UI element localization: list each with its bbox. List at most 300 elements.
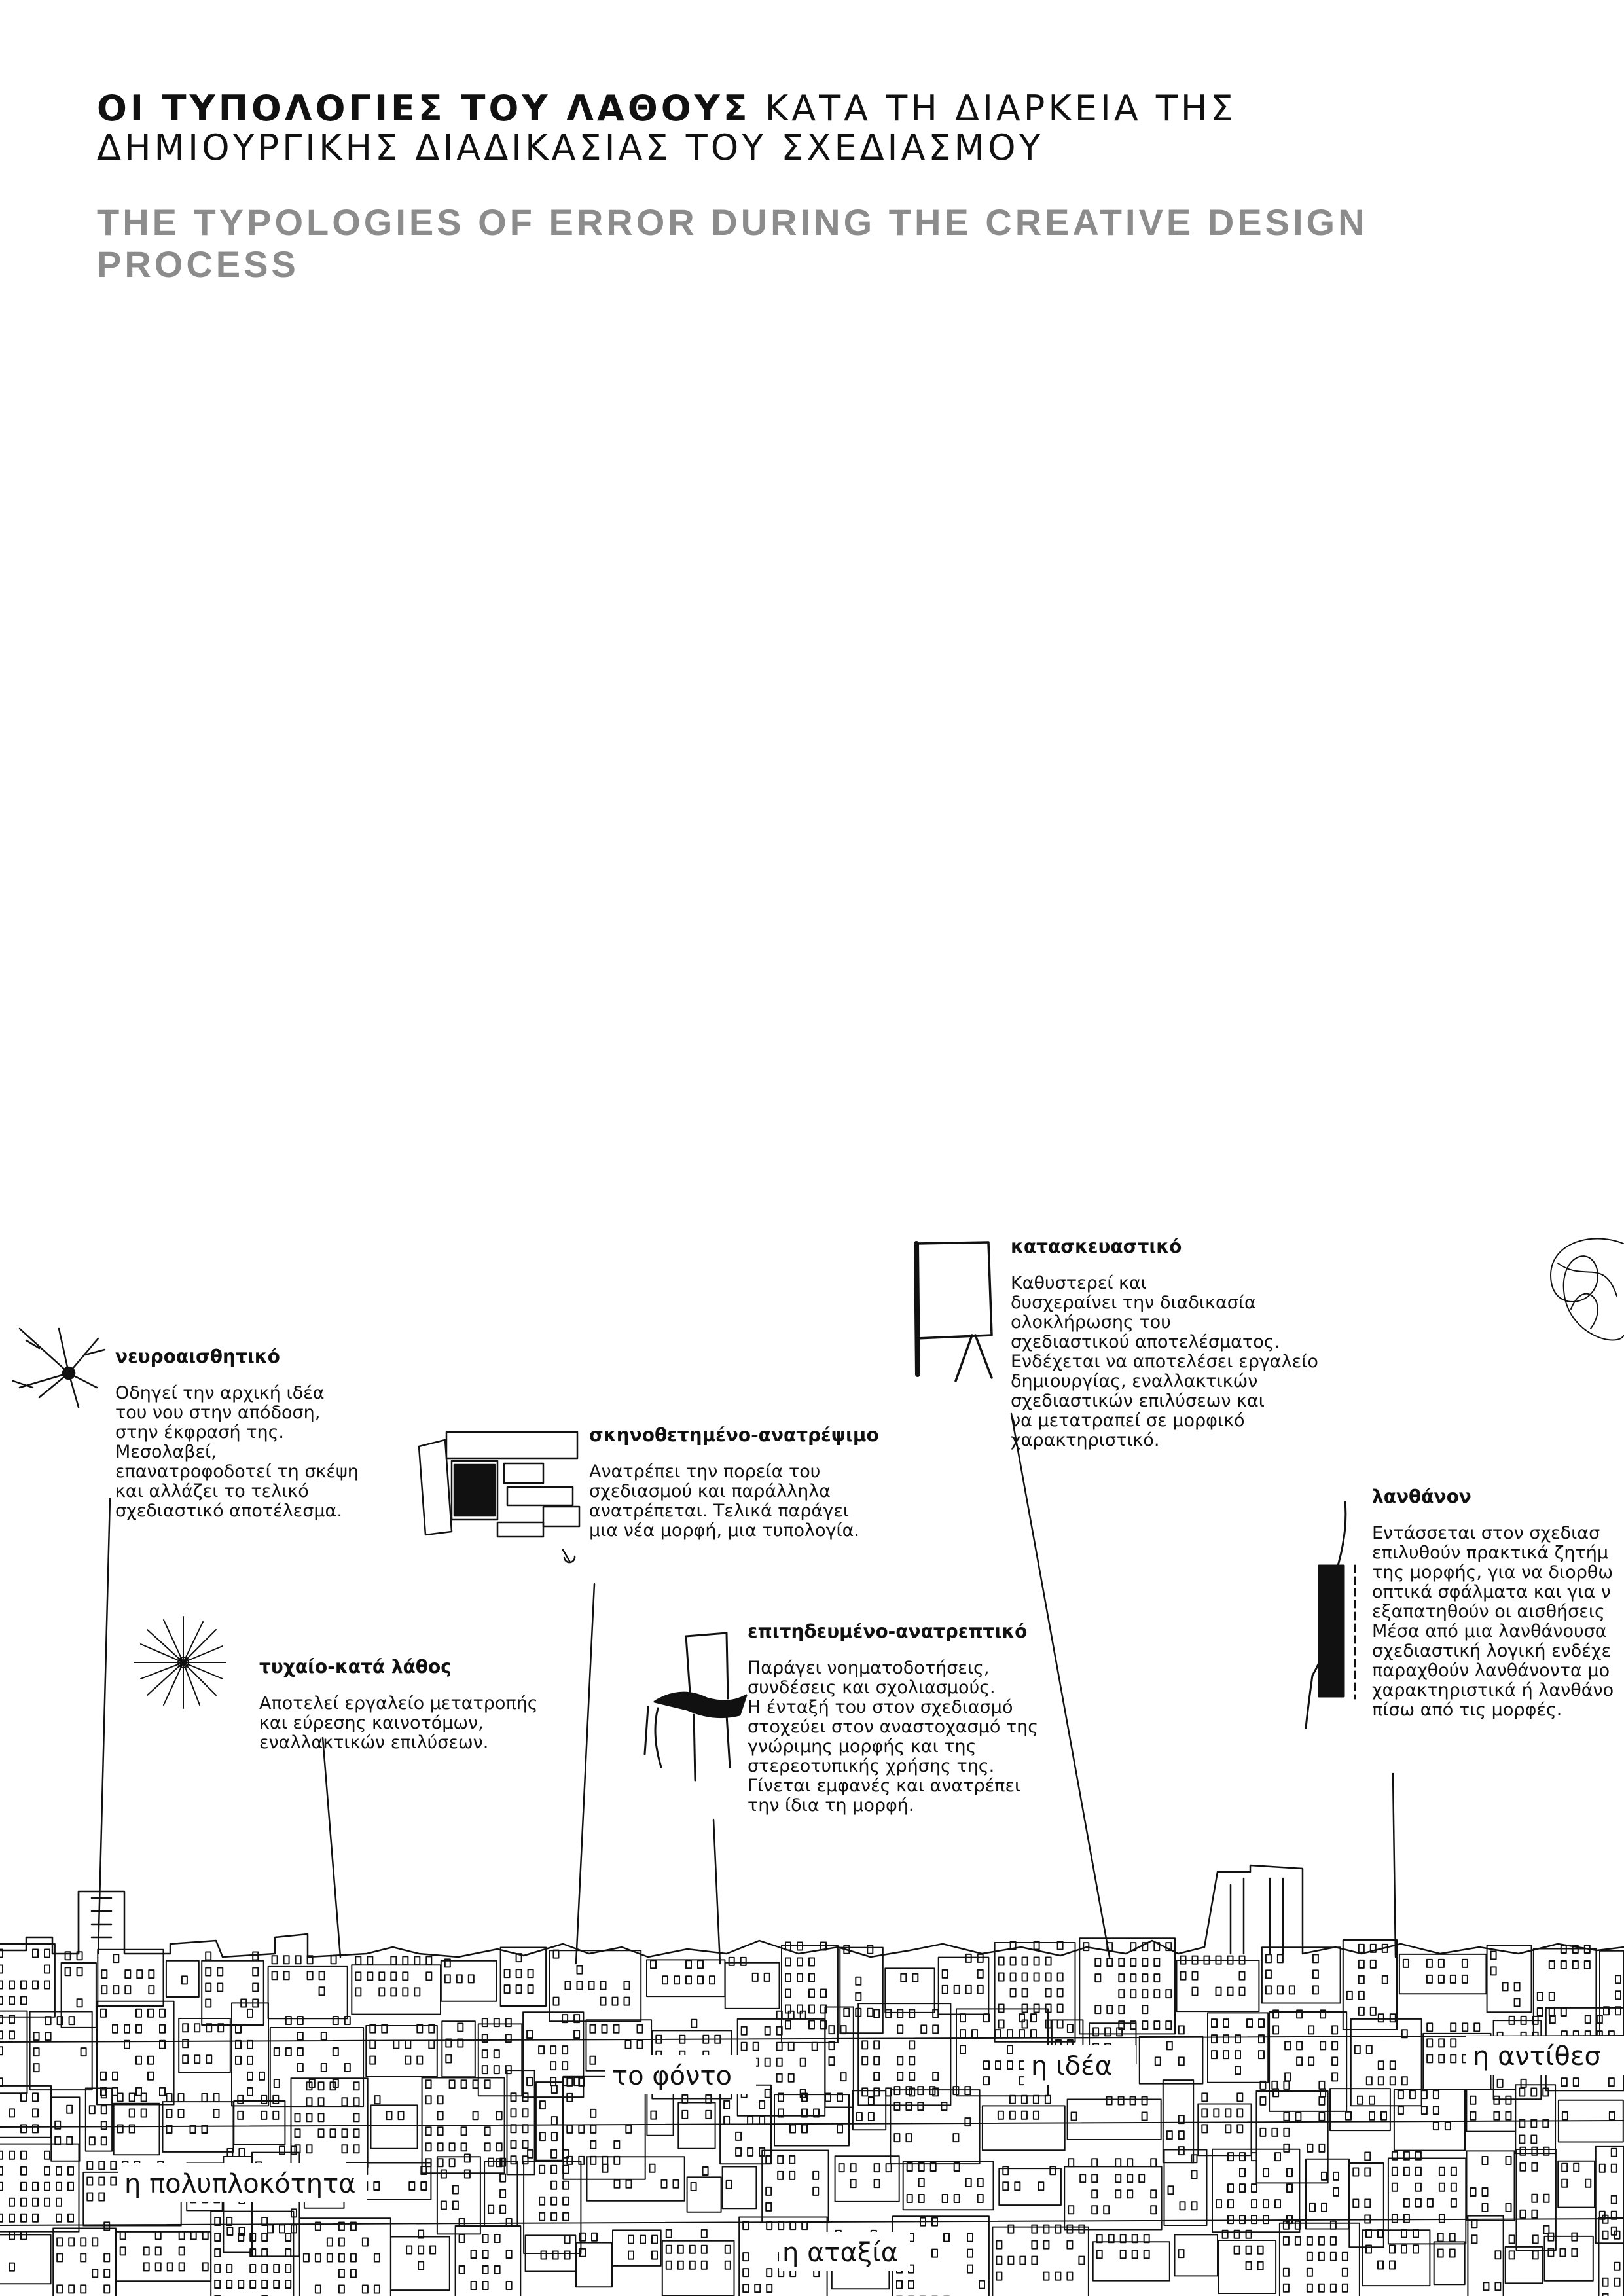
city-window (1273, 2089, 1278, 2096)
city-window (1438, 2250, 1443, 2257)
annotation-latent-heading: λανθάνον (1372, 1486, 1471, 1507)
city-window (851, 2179, 856, 2187)
city-window (206, 2055, 211, 2063)
city-window (298, 2032, 303, 2040)
city-window (1019, 2061, 1024, 2069)
city-window (156, 2247, 161, 2255)
city-label-complexity: η πολυπλοκότητα (124, 2169, 356, 2199)
city-window (1382, 1976, 1388, 1984)
city-window (441, 2170, 446, 2178)
city-window (1192, 2155, 1197, 2162)
city-window (678, 2261, 683, 2269)
city-window (236, 2056, 241, 2064)
city-window (765, 2027, 770, 2035)
city-window (1410, 2090, 1415, 2098)
city-window (1247, 2019, 1252, 2027)
city-window (130, 2094, 135, 2102)
city-label-disorder: η αταξία (782, 2238, 899, 2268)
city-window (1427, 2039, 1432, 2047)
city-window (753, 2043, 759, 2051)
city-window (506, 2034, 511, 2042)
city-building (1219, 2240, 1276, 2293)
city-window (1574, 2164, 1579, 2172)
city-window (483, 2266, 488, 2274)
city-window (743, 2253, 748, 2261)
city-window (9, 1997, 14, 2005)
city-window (1142, 2005, 1147, 2013)
city-window (1258, 2262, 1263, 2270)
city-window (554, 1950, 559, 1958)
city-building (1596, 2147, 1624, 2243)
city-window (678, 2246, 683, 2253)
city-window (331, 2129, 336, 2137)
city-window (999, 1973, 1004, 1981)
city-window (111, 2162, 116, 2170)
city-window (191, 2231, 196, 2239)
city-window (1115, 2174, 1121, 2182)
city-window (1058, 1989, 1063, 1997)
city-window (505, 1985, 510, 1993)
city-window (1022, 1958, 1028, 1965)
city-window (1259, 2019, 1264, 2027)
city-window (1142, 2021, 1147, 2029)
city-window (550, 2046, 556, 2054)
city-window (1451, 2199, 1456, 2207)
city-window (1462, 1975, 1468, 1983)
city-window (901, 1974, 906, 1982)
city-window (418, 2246, 424, 2254)
city-building (1467, 2151, 1515, 2221)
city-window (1007, 2061, 1013, 2069)
city-window (21, 2232, 26, 2240)
city-window (759, 2101, 765, 2109)
city-label-antithesis: η αντίθεσ (1473, 2041, 1601, 2072)
city-window (1404, 2168, 1409, 2176)
city-window (461, 2080, 467, 2088)
city-window (104, 2253, 109, 2261)
city-window (272, 1956, 278, 1964)
city-window (1521, 2079, 1526, 2087)
city-window (1179, 2131, 1184, 2139)
city-window (391, 1988, 396, 1996)
city-window (354, 2129, 359, 2137)
city-window (483, 2250, 488, 2258)
city-window (0, 1997, 3, 2005)
city-window (1343, 2253, 1348, 2261)
city-window (539, 2197, 545, 2205)
city-window (500, 2206, 505, 2214)
city-window (1392, 2215, 1398, 2223)
city-window (698, 1960, 703, 1968)
city-window (284, 1971, 289, 1979)
city-window (1278, 1986, 1283, 1994)
city-window (141, 2109, 147, 2117)
city-window (1284, 2113, 1289, 2121)
city-window (393, 2041, 399, 2049)
city-window (638, 2025, 643, 2033)
city-window (438, 2111, 443, 2119)
city-window (1359, 1945, 1364, 1952)
city-window (1273, 2026, 1278, 2034)
city-window (339, 2238, 344, 2246)
city-window (841, 2073, 846, 2081)
city-window (113, 2025, 118, 2033)
city-window (469, 1975, 474, 1982)
city-window (101, 2137, 107, 2145)
city-window (1011, 1958, 1016, 1965)
city-window (1237, 2125, 1242, 2132)
city-window (809, 2021, 814, 2029)
city-window (1067, 2241, 1072, 2249)
city-window (295, 2129, 300, 2137)
city-window (789, 2172, 795, 2179)
city-window (614, 2025, 619, 2033)
city-window (1319, 2081, 1324, 2089)
city-window (92, 2269, 98, 2277)
city-window (1259, 2051, 1264, 2058)
city-window (1509, 2235, 1515, 2243)
city-window (1307, 2237, 1312, 2245)
city-window (1532, 2210, 1537, 2218)
city-window (1072, 2113, 1077, 2121)
city-window (809, 1990, 814, 1998)
city-window (1610, 2112, 1615, 2120)
city-window (565, 2251, 570, 2259)
city-window (777, 2043, 782, 2051)
city-window (136, 2025, 141, 2033)
city-window (666, 2261, 672, 2269)
city-window (590, 2157, 596, 2164)
city-window (160, 2088, 165, 2096)
city-window (286, 2017, 291, 2024)
city-window (1019, 2077, 1024, 2085)
city-window (1259, 2035, 1264, 2043)
city-window (1167, 2041, 1172, 2049)
city-window (1495, 2251, 1500, 2259)
city-window (342, 2145, 348, 2153)
city-window (523, 2140, 528, 2148)
city-window (766, 2203, 771, 2211)
city-window (92, 2238, 98, 2246)
city-window (886, 2164, 892, 2172)
city-window (426, 1956, 431, 1964)
city-window (1284, 2221, 1289, 2229)
city-window (1192, 2170, 1197, 2178)
city-window (21, 2093, 26, 2101)
city-window (113, 1986, 118, 1994)
city-window (978, 1986, 983, 1994)
city-window (626, 2041, 631, 2049)
city-window (217, 1984, 223, 1992)
city-window (1043, 2241, 1049, 2249)
city-window (120, 2247, 126, 2255)
city-window (56, 2183, 62, 2191)
city-window (331, 1956, 336, 1964)
city-window (417, 2056, 422, 2064)
city-window (391, 1956, 396, 1964)
city-window (21, 2214, 26, 2222)
city-window (577, 1982, 583, 1990)
city-window (1319, 2113, 1324, 2121)
city-window (1180, 2202, 1185, 2210)
city-window (488, 2206, 494, 2214)
city-window (144, 2263, 149, 2270)
city-window (1284, 2144, 1289, 2152)
city-window (909, 2009, 914, 2017)
city-window (1379, 2061, 1384, 2069)
city-window (355, 1956, 361, 1964)
annotation-constructive-heading: κατασκευαστικό (1011, 1236, 1182, 1257)
city-window (215, 2249, 220, 2257)
city-window (941, 2102, 947, 2110)
city-window (1615, 2263, 1620, 2270)
city-window (742, 2027, 747, 2035)
city-window (90, 2106, 95, 2113)
city-window (34, 2032, 39, 2040)
city-window (238, 2280, 244, 2288)
city-window (1284, 2081, 1289, 2089)
city-window (1603, 2278, 1608, 2286)
city-window (541, 2251, 547, 2259)
city-window (1179, 2147, 1184, 2155)
city-window (674, 2180, 679, 2188)
city-window (875, 2164, 880, 2172)
annotation-intentional-body: Παράγει νοηματοδοτήσεις, συνδέσεις και σχολιασμούς. Η ένταξή του στον σχεδιασμό στοχεύει στον αναστοχασμό της γνώριμης μορφής και της στερεοτυπικής χρήσης της. Γίνεται εμφανές και ανατρέπει την ίδια τη μορφή. (748, 1658, 1039, 1816)
city-window (1450, 2234, 1455, 2242)
city-window (965, 2118, 970, 2126)
city-window (1097, 2250, 1102, 2258)
city-window (1313, 1954, 1318, 1962)
city-window (262, 2249, 267, 2257)
city-window (1331, 2237, 1336, 2245)
city-window (457, 1975, 462, 1982)
city-window (239, 2149, 244, 2157)
city-window (996, 2061, 1001, 2069)
city-window (238, 2096, 243, 2104)
city-window (55, 2121, 60, 2129)
city-building (890, 2090, 979, 2164)
city-building (442, 2021, 475, 2077)
city-window (759, 2117, 765, 2125)
city-window (1483, 2157, 1488, 2164)
city-window (215, 2233, 220, 2241)
city-window (1003, 2166, 1008, 2174)
city-window (944, 2234, 949, 2242)
city-window (268, 2225, 273, 2233)
city-window (540, 2101, 545, 2109)
city-window (1154, 1974, 1159, 1982)
city-window (1246, 2262, 1252, 2270)
city-window (1612, 2196, 1617, 2204)
city-building (1544, 2236, 1593, 2281)
city-window (698, 1976, 703, 1984)
city-window (406, 2246, 412, 2254)
city-window (1308, 2026, 1314, 2034)
city-window (602, 2157, 607, 2164)
city-window (1166, 1990, 1171, 1998)
city-window (1520, 2163, 1525, 2171)
annotation-random-heading: τυχαίο-κατά λάθος (259, 1656, 452, 1677)
city-window (124, 2025, 130, 2033)
city-window (563, 2213, 568, 2221)
city-window (686, 1976, 691, 1984)
city-window (156, 2231, 161, 2239)
city-window (1228, 2184, 1233, 2192)
city-window (391, 1972, 396, 1980)
city-window (9, 2214, 14, 2222)
city-window (1284, 2128, 1289, 2136)
city-window (1155, 2057, 1161, 2065)
city-window (615, 2180, 620, 2188)
city-window (1359, 2007, 1364, 2015)
city-window (45, 1981, 50, 1989)
city-window (874, 2009, 879, 2017)
city-window (485, 2080, 490, 2088)
city-window (839, 2164, 844, 2172)
city-window (960, 2045, 965, 2053)
city-window (250, 2233, 255, 2241)
city-window (1367, 2077, 1372, 2085)
city-window (227, 2149, 232, 2157)
city-window (1428, 2199, 1433, 2207)
city-window (144, 2247, 149, 2255)
city-window (702, 2230, 707, 2238)
city-window (869, 2097, 874, 2105)
city-window (1168, 2186, 1174, 2194)
city-window (755, 2284, 760, 2292)
city-window (1434, 2106, 1439, 2114)
city-window (370, 2041, 375, 2049)
city-window (1379, 2014, 1384, 2022)
city-window (450, 2080, 455, 2088)
city-window (136, 2056, 141, 2064)
city-window (933, 2009, 938, 2017)
city-window (319, 2082, 324, 2090)
city-window (1019, 2030, 1024, 2037)
city-window (403, 1988, 408, 1996)
city-building (114, 2104, 160, 2155)
city-building (1558, 2161, 1595, 2208)
city-building (1177, 1960, 1259, 2011)
city-window (214, 2109, 219, 2117)
city-window (1266, 1954, 1271, 1962)
city-window (69, 2017, 75, 2024)
city-window (33, 2093, 38, 2101)
city-window (1179, 2250, 1184, 2257)
city-window (354, 2113, 359, 2121)
city-window (765, 1973, 770, 1981)
city-window (691, 2183, 696, 2191)
city-window (21, 2125, 26, 2132)
starburst-icon (134, 1617, 226, 1708)
city-label-idea: η ιδέα (1031, 2051, 1113, 2081)
city-window (590, 2025, 596, 2033)
city-window (550, 2062, 556, 2070)
city-window (1240, 2184, 1245, 2192)
city-window (482, 2050, 488, 2058)
city-window (1092, 2206, 1097, 2214)
city-window (217, 1968, 223, 1976)
city-window (1451, 2039, 1456, 2047)
city-window (960, 2030, 965, 2037)
city-window (494, 2066, 499, 2073)
city-window (528, 1969, 533, 1977)
city-window (1130, 1990, 1136, 1998)
city-window (1307, 2284, 1312, 2292)
city-building (678, 2103, 715, 2149)
city-window (206, 2000, 211, 2007)
city-window (1519, 2136, 1525, 2144)
city-window (565, 2236, 570, 2244)
city-window (1413, 2230, 1418, 2238)
city-window (1506, 2096, 1511, 2104)
city-window (710, 1976, 715, 1984)
city-window (741, 1958, 746, 1965)
city-window (1142, 1974, 1147, 1982)
city-building (1175, 2234, 1218, 2276)
city-window (1193, 1972, 1198, 1980)
city-window (1470, 2112, 1475, 2120)
city-window (857, 2113, 862, 2121)
city-window (978, 1954, 983, 1962)
city-window (1378, 2230, 1383, 2238)
city-window (438, 2143, 443, 2151)
city-window (101, 2106, 107, 2113)
city-window (690, 2246, 695, 2253)
city-window (1416, 2183, 1421, 2191)
city-window (403, 1972, 408, 1980)
city-window (179, 2231, 185, 2239)
city-window (1612, 2149, 1617, 2157)
city-window (909, 2281, 914, 2289)
city-window (57, 2253, 62, 2261)
city-window (339, 2270, 344, 2278)
city-window (906, 2102, 911, 2110)
city-window (1615, 1991, 1621, 1999)
city-window (1228, 2200, 1233, 2208)
city-building (885, 1968, 934, 2013)
city-window (1333, 2172, 1339, 2180)
city-window (651, 1960, 656, 1968)
city-window (179, 2263, 185, 2270)
city-window (1331, 2221, 1336, 2229)
city-window (1055, 2272, 1060, 2280)
city-window (919, 2179, 924, 2187)
city-window (183, 2055, 188, 2063)
city-window (1369, 2096, 1375, 2104)
city-window (1371, 1960, 1376, 1968)
city-window (387, 2111, 392, 2119)
city-window (426, 2127, 431, 2135)
english-title: THE TYPOLOGIES OF ERROR DURING THE CREATIVE DESIGN PROCESS (97, 202, 1368, 285)
city-window (539, 2166, 545, 2174)
city-building (662, 2241, 734, 2296)
city-window (1346, 2112, 1351, 2120)
city-window (34, 2064, 39, 2072)
city-window (87, 2162, 92, 2170)
city-window (856, 1993, 861, 2001)
city-window (1562, 2112, 1568, 2120)
city-window (614, 2157, 619, 2164)
city-window (45, 1965, 50, 1973)
city-window (724, 2101, 729, 2109)
city-building (1140, 2037, 1203, 2084)
city-window (236, 2041, 241, 2049)
city-window (1272, 2081, 1277, 2089)
city-window (1154, 1958, 1159, 1966)
city-window (355, 1988, 361, 1996)
city-window (1439, 1960, 1444, 1967)
